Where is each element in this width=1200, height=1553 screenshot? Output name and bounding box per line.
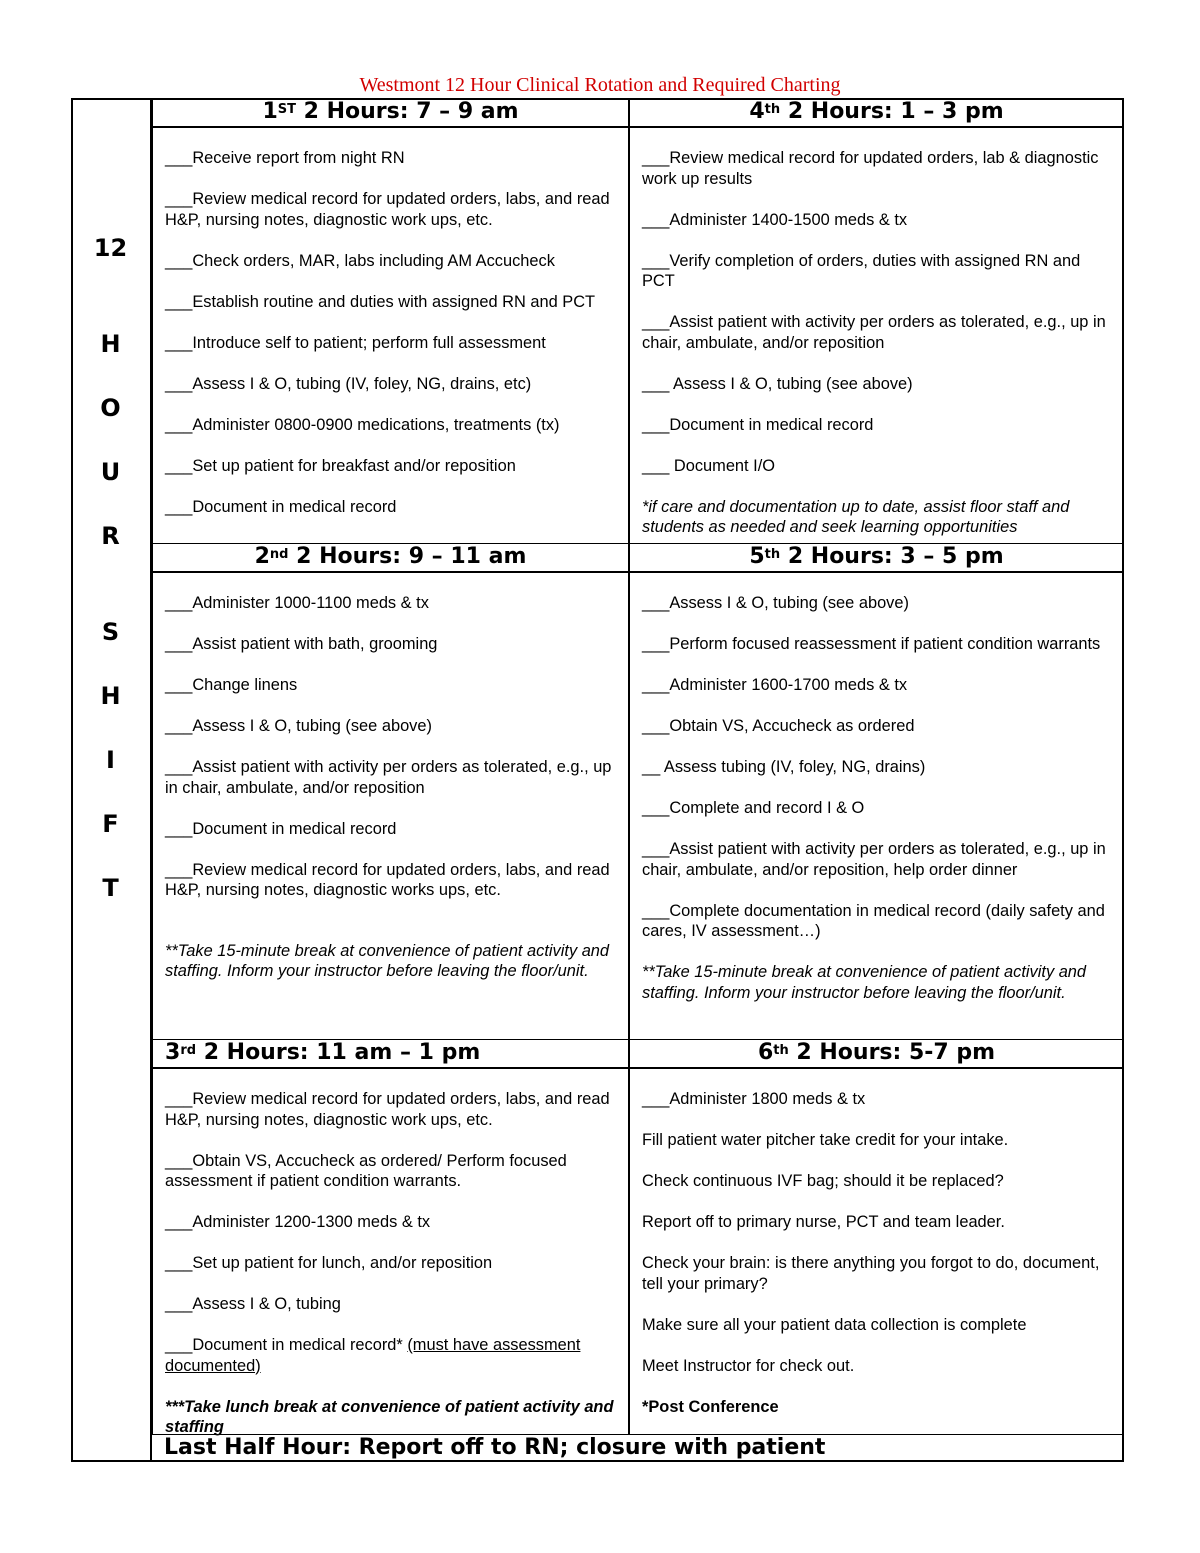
side-label-char: I — [106, 746, 115, 774]
checklist-item: ___Receive report from night RN — [165, 149, 405, 167]
checklist-item: ___Assess I & O, tubing (IV, foley, NG, drains, etc) — [165, 374, 532, 393]
side-label-char: H — [100, 682, 121, 710]
checklist-item: Fill patient water pitcher take credit for your intake. — [642, 1131, 1009, 1149]
checklist-item: ___Assess I & O, tubing (see above) — [642, 594, 909, 612]
checklist-item: ___Assess I & O, tubing — [165, 1295, 341, 1313]
checklist-item: ___Assist patient with activity per orders as tolerated, e.g., up in chair, ambulate, and/or reposition, help order dinner — [642, 840, 1106, 879]
block-body-5 — [629, 572, 1124, 1040]
checklist-item: ___Review medical record for updated orders, labs, and read H&P, nursing notes, diagnostic work ups, etc. — [165, 1090, 610, 1129]
checklist-item: ___Administer 1600-1700 meds & tx — [642, 676, 908, 694]
side-label-char: H — [100, 330, 121, 358]
block-header-6: 6th 2 Hours: 5-7 pm — [629, 1039, 1124, 1068]
block-note: **Take 15-minute break at convenience of patient activity and staffing. Inform your instructor before leaving the floor/unit. — [165, 941, 610, 980]
checklist-item: ___Obtain VS, Accucheck as ordered — [642, 717, 915, 735]
block-header-3: 3rd 2 Hours: 11 am – 1 pm — [152, 1039, 629, 1068]
post-conference-line: *Post Conference — [642, 1397, 779, 1416]
block-note: **Take 15-minute break at convenience of patient activity and staffing. Inform your instructor before leaving the floor/unit. — [642, 963, 1087, 1002]
checklist-item: ___Assess I & O, tubing (see above) — [165, 717, 432, 735]
checklist-item: ___Administer 1200-1300 meds & tx — [165, 1213, 431, 1231]
page-title: Westmont 12 Hour Clinical Rotation and Required Charting — [359, 74, 841, 96]
checklist-item: Report off to primary nurse, PCT and team leader. — [642, 1213, 1005, 1231]
checklist-item: __ Assess tubing (IV, foley, NG, drains) — [642, 758, 926, 776]
side-label-column — [71, 98, 152, 1462]
checklist-item: ___ Assess I & O, tubing (see above) — [642, 374, 913, 393]
checklist-item: ___Administer 1800 meds & tx — [642, 1090, 866, 1108]
side-label-char: U — [100, 458, 121, 486]
block-body-3 — [152, 1068, 629, 1435]
block-header-5: 5th 2 Hours: 3 – 5 pm — [629, 543, 1124, 572]
checklist-item: ___Assist patient with activity per orders as tolerated, e.g., up in chair, ambulate, and/or reposition — [165, 758, 612, 797]
checklist-item: ___Administer 0800-0900 medications, treatments (tx) — [165, 415, 560, 434]
block-header-1: 1ST 2 Hours: 7 – 9 am — [152, 98, 629, 127]
checklist-item: ___Review medical record for updated orders, labs, and read H&P, nursing notes, diagnostic works ups, etc. — [165, 860, 610, 899]
checklist-item: ___Perform focused reassessment if patient condition warrants — [642, 635, 1101, 653]
checklist-item: Make sure all your patient data collection is complete — [642, 1315, 1027, 1334]
checklist-item: ___Review medical record for updated orders, lab & diagnostic work up results — [642, 149, 1099, 188]
checklist-item: ___Document in medical record — [165, 819, 397, 838]
checklist-item: ___Document in medical record — [165, 497, 397, 516]
checklist-item: ___Introduce self to patient; perform full assessment — [165, 333, 546, 352]
checklist-item: ___Administer 1400-1500 meds & tx — [642, 210, 908, 229]
side-label-char: F — [102, 810, 119, 838]
checklist-item: Meet Instructor for check out. — [642, 1356, 855, 1375]
checklist-item: ___Complete and record I & O — [642, 799, 865, 817]
checklist-item: ___Review medical record for updated orders, labs, and read H&P, nursing notes, diagnostic work ups, etc. — [165, 190, 610, 229]
checklist-item: ___Assist patient with activity per orders as tolerated, e.g., up in chair, ambulate, and/or reposition — [642, 313, 1106, 352]
side-label-char: S — [101, 618, 120, 646]
checklist-item: ___Assist patient with bath, grooming — [165, 635, 438, 653]
side-label-char: R — [101, 522, 120, 550]
block-body-1 — [152, 127, 629, 544]
checklist-item: Check your brain: is there anything you forgot to do, document, tell your primary? — [642, 1254, 1100, 1293]
checklist-item: ___Set up patient for breakfast and/or reposition — [165, 456, 516, 475]
last-half-hour-row: Last Half Hour: Report off to RN; closure with patient — [152, 1434, 1124, 1462]
checklist-item: ___Obtain VS, Accucheck as ordered/ Perform focused assessment if patient condition warrants. — [165, 1151, 567, 1190]
checklist-item: ___Administer 1000-1100 meds & tx — [165, 594, 429, 612]
block-body-4 — [629, 127, 1124, 544]
checklist-item: ___Set up patient for lunch, and/or reposition — [165, 1254, 493, 1272]
checklist-item: ___Establish routine and duties with assigned RN and PCT — [165, 292, 596, 311]
block-note: ***Take lunch break at convenience of patient activity and staffing — [165, 1397, 614, 1436]
checklist-item: ___Document in medical record — [642, 415, 874, 434]
block-header-4: 4th 2 Hours: 1 – 3 pm — [629, 98, 1124, 127]
side-label-char: 12 — [93, 234, 128, 262]
checklist-item-document: ___Document in medical record* (must have assessment documented) — [165, 1336, 581, 1375]
side-label-char: O — [100, 394, 121, 422]
checklist-item: ___Change linens — [165, 676, 298, 694]
block-body-6 — [629, 1068, 1124, 1435]
checklist-item: Check continuous IVF bag; should it be replaced? — [642, 1172, 1004, 1190]
checklist-item: ___Check orders, MAR, labs including AM Accucheck — [165, 251, 555, 270]
block-body-2 — [152, 572, 629, 1040]
underlined-text: (must have assessment documented) — [165, 1336, 581, 1375]
block-header-2: 2nd 2 Hours: 9 – 11 am — [152, 543, 629, 572]
block-note: *if care and documentation up to date, assist floor staff and students as needed and seek learning opportunities — [642, 497, 1070, 536]
side-label-char: T — [102, 874, 119, 902]
checklist-item: ___Verify completion of orders, duties with assigned RN and PCT — [642, 251, 1081, 290]
checklist-item: ___ Document I/O — [642, 456, 776, 475]
checklist-item: ___Complete documentation in medical record (daily safety and cares, IV assessment…) — [642, 901, 1105, 940]
